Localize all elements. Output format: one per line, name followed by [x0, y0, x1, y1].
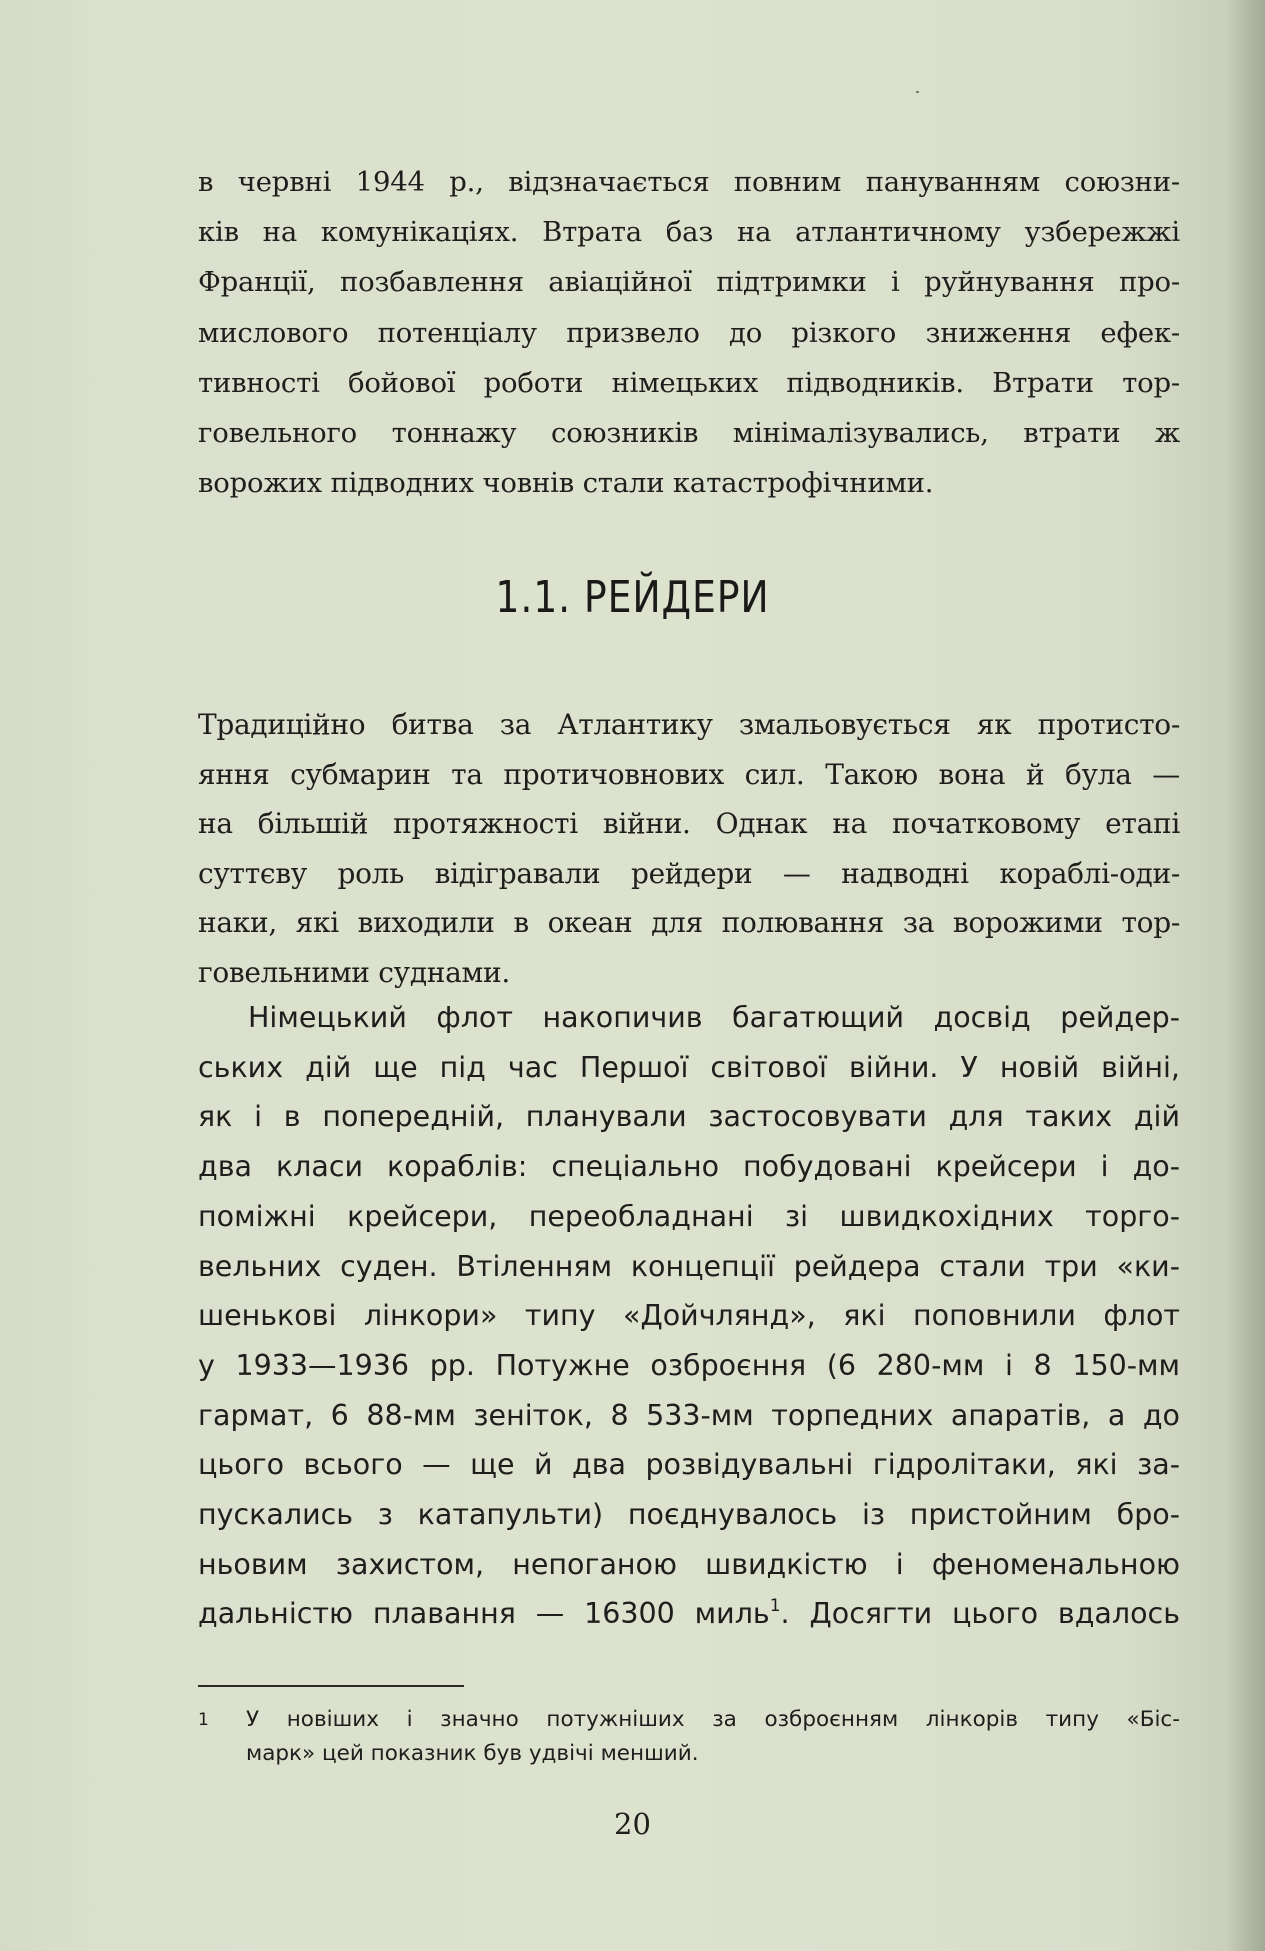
text-line: гармат, 6 88-мм зеніток, 8 533-мм торпедних апаратів, а до: [198, 1398, 1180, 1432]
text-line: суттєву роль відігравали рейдери — надводні кораблі-оди-: [198, 856, 1180, 890]
text-line: цього всього — ще й два розвідувальні гідролітаки, які за-: [198, 1448, 1180, 1482]
text-fragment: . Досягти цього вдалось: [780, 1597, 1180, 1631]
page-edge-shadow: [1225, 0, 1265, 1951]
text-line: тивності бойової роботи німецьких підводників. Втрати тор-: [198, 366, 1180, 399]
text-line: яння субмарин та протичовнових сил. Такою вона й була —: [198, 757, 1180, 791]
footnote-text: [246, 1703, 1180, 1771]
footnote: [198, 1703, 1180, 1771]
text-line: Традиційно битва за Атлантику змальовується як протисто-: [198, 708, 1180, 741]
intro-text: [198, 157, 1180, 508]
text-line: два класи кораблів: спеціально побудовані крейсери і до-: [198, 1150, 1180, 1184]
text-line: ків на комунікаціях. Втрата баз на атлантичному узбережжі: [198, 216, 1180, 249]
text-line: наки, які виходили в океан для полювання за ворожими тор-: [198, 906, 1180, 940]
text-line: поміжні крейсери, переобладнані зі швидкохідних торго-: [198, 1199, 1180, 1233]
text-line: на більшій протяжності війни. Однак на початковому етапі: [198, 807, 1180, 841]
text-line: говельними суднами.: [198, 955, 510, 989]
text-line: у 1933—1936 рр. Потужне озброєння (6 280-мм і 8 150-мм: [198, 1348, 1180, 1382]
page-number: 20: [614, 1807, 651, 1841]
footnote-line: марк» цей показник був удвічі менший.: [246, 1741, 699, 1766]
text-line: шенькові лінкори» типу «Дойчлянд», які поповнили флот: [198, 1299, 1180, 1333]
text-line: мислового потенціалу призвело до різкого зниження ефек-: [198, 316, 1180, 349]
text-line: Франції, позбавлення авіаційної підтримки і руйнування про-: [198, 266, 1180, 299]
paragraph-2: [198, 993, 1180, 1639]
section-heading: 1.1. РЕЙДЕРИ: [495, 572, 770, 623]
paper-speck: [916, 91, 919, 93]
footnote-mark: 1: [198, 1710, 209, 1730]
text-line: ворожих підводних човнів стали катастрофічними.: [198, 467, 934, 500]
text-line-with-footnote: [198, 1589, 1180, 1639]
text-line: ньовим захистом, непоганою швидкістю і феноменальною: [198, 1547, 1180, 1581]
text-line: вельних суден. Втіленням концепції рейдера стали три «ки-: [198, 1249, 1180, 1283]
text-line: пускались з катапульти) поєднувалось із пристойним бро-: [198, 1498, 1180, 1532]
paragraph-1-text: [198, 700, 1180, 998]
footnote-divider: [198, 1685, 464, 1687]
text-line: як і в попередній, планували застосовувати для таких дій: [198, 1100, 1180, 1134]
intro-paragraph: [198, 157, 1180, 508]
paragraph-1: [198, 700, 1180, 998]
text-line: Німецький флот накопичив багатющий досвід рейдер-: [248, 1001, 1180, 1034]
text-line: в червні 1944 р., відзначається повним пануванням союзни-: [198, 166, 1180, 198]
text-fragment: дальністю плавання — 16300 миль: [198, 1597, 770, 1631]
footnote-line: У новіших і значно потужніших за озброєнням лінкорів типу «Біс-: [246, 1707, 1180, 1732]
footnote-reference: 1: [769, 1596, 781, 1617]
paragraph-2-text: [198, 993, 1180, 1639]
text-line: ських дій ще під час Першої світової війни. У новій війні,: [198, 1050, 1180, 1084]
text-line: говельного тоннажу союзників мінімалізувались, втрати ж: [198, 417, 1180, 450]
